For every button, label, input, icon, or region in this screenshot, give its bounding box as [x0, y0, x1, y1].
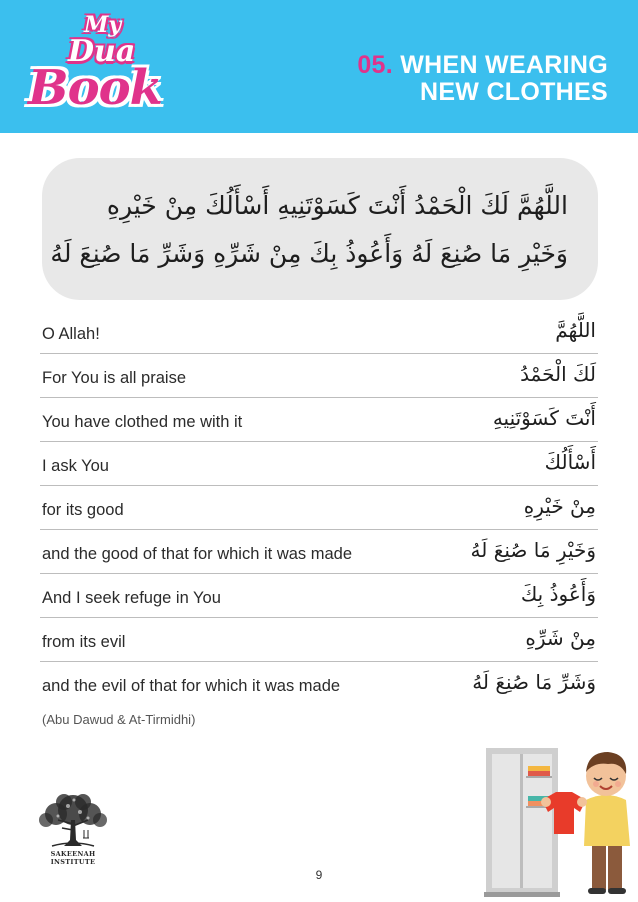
dua-number: 05.: [357, 51, 393, 79]
arabic-phrase: أَسْأَلُكَ: [544, 450, 596, 474]
arabic-phrase: وَأَعُوذُ بِكَ: [520, 582, 596, 606]
arabic-phrase: مِنْ شَرِّهِ: [525, 626, 596, 650]
boy-wearing-shirt-illustration: [484, 742, 634, 898]
translation-row: [40, 486, 598, 530]
tree-icon: [28, 790, 118, 852]
hadith-source: (Abu Dawud & At-Tirmidhi): [42, 712, 196, 727]
sakeenah-institute-logo: [28, 790, 118, 876]
english-phrase: You have clothed me with it: [42, 413, 243, 431]
dua-line-1: اللَّهُمَّ لَكَ الْحَمْدُ أَنْتَ كَسَوْتَنِيهِ أَسْأَلُكَ مِنْ خَيْرِهِ: [106, 191, 568, 220]
english-phrase: O Allah!: [42, 325, 100, 343]
logo-book-text: Book: [28, 60, 162, 116]
translation-row: [40, 574, 598, 618]
header-banner: [0, 0, 638, 133]
english-phrase: and the good of that for which it was made: [42, 545, 353, 563]
dua-line-2: وَخَيْرِ مَا صُنِعَ لَهُ وَأَعُوذُ بِكَ مِنْ شَرِّهِ وَشَرِّ مَا صُنِعَ لَهُ: [50, 239, 568, 268]
logo-dua-text: Dua: [68, 34, 136, 69]
translation-row: [40, 662, 598, 706]
english-phrase: and the evil of that for which it was made: [42, 677, 341, 695]
page-title: [357, 52, 608, 106]
arabic-phrase: أَنْتَ كَسَوْتَنِيهِ: [492, 406, 596, 430]
arabic-phrase: اللَّهُمَّ: [555, 318, 596, 342]
arabic-phrase: وَشَرِّ مَا صُنِعَ لَهُ: [472, 670, 596, 694]
translation-row: [40, 530, 598, 574]
translation-row: [40, 442, 598, 486]
page-number: 9: [315, 868, 323, 882]
english-phrase: For You is all praise: [42, 369, 186, 387]
translation-table: [40, 310, 598, 706]
english-phrase: from its evil: [42, 633, 126, 651]
english-phrase: And I seek refuge in You: [42, 589, 221, 607]
logo-my-text: My: [84, 12, 122, 38]
translation-row: [40, 354, 598, 398]
translation-row: [40, 618, 598, 662]
arabic-dua-box: [42, 158, 598, 300]
arabic-phrase: مِنْ خَيْرِهِ: [523, 494, 596, 518]
title-line-1: WHEN WEARING: [400, 51, 608, 79]
my-dua-book-logo: [22, 10, 182, 128]
translation-row: [40, 310, 598, 354]
english-phrase: I ask You: [42, 457, 109, 475]
translation-row: [40, 398, 598, 442]
title-line-2: NEW CLOTHES: [419, 78, 608, 106]
emblem-name: SAKEENAH INSTITUTE: [50, 850, 96, 866]
arabic-phrase: وَخَيْرِ مَا صُنِعَ لَهُ: [470, 538, 596, 562]
arabic-phrase: لَكَ الْحَمْدُ: [520, 362, 596, 386]
english-phrase: for its good: [42, 501, 124, 519]
